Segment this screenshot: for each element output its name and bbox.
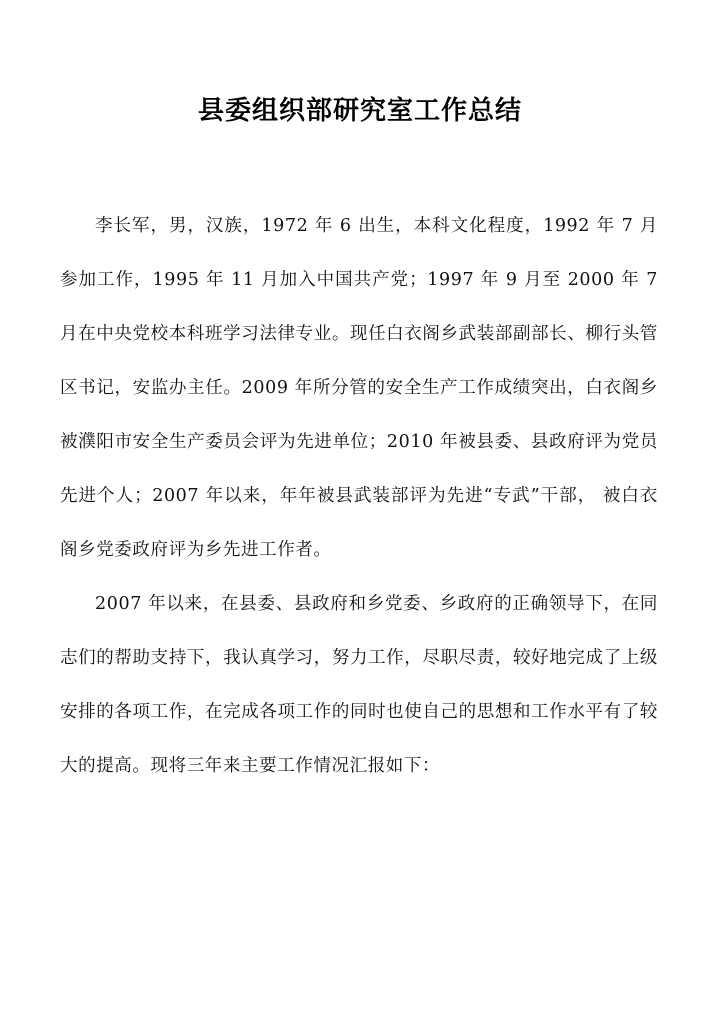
paragraph: 2007 年以来，在县委、县政府和乡党委、乡政府的正确领导下，在同志们的帮助支持下，我认真学习，努力工作，尽职尽责，较好地完成了上级安排的各项工作，在完成各项工作的同时也使自己的思想和工作水平有了较大的提高。现将三年来主要工作情况汇报如下： (60, 594, 658, 777)
document-body (0, 127, 720, 793)
page-title: 县委组织部研究室工作总结 (197, 96, 522, 126)
paragraph: 李长军，男，汉族，1972 年 6 出生，本科文化程度，1992 年 7 月参加工作，1995 年 11 月加入中国共产党；1997 年 9 月至 2000 年 7 月在中央党校本科班学习法律专业。现任白衣阁乡武装部副部长、柳行头管区书记，安监办主任。2009 年所分管的安全生产工作成绩突出，白衣阁乡被濮阳市安全生产委员会评为先进单位；2010 年被县委、县政府评为党员先进个人；2007 年以来，年年被县武装部评为先进“专武”干部， 被白衣阁乡党委政府评为乡先进工作者。 (60, 216, 658, 561)
